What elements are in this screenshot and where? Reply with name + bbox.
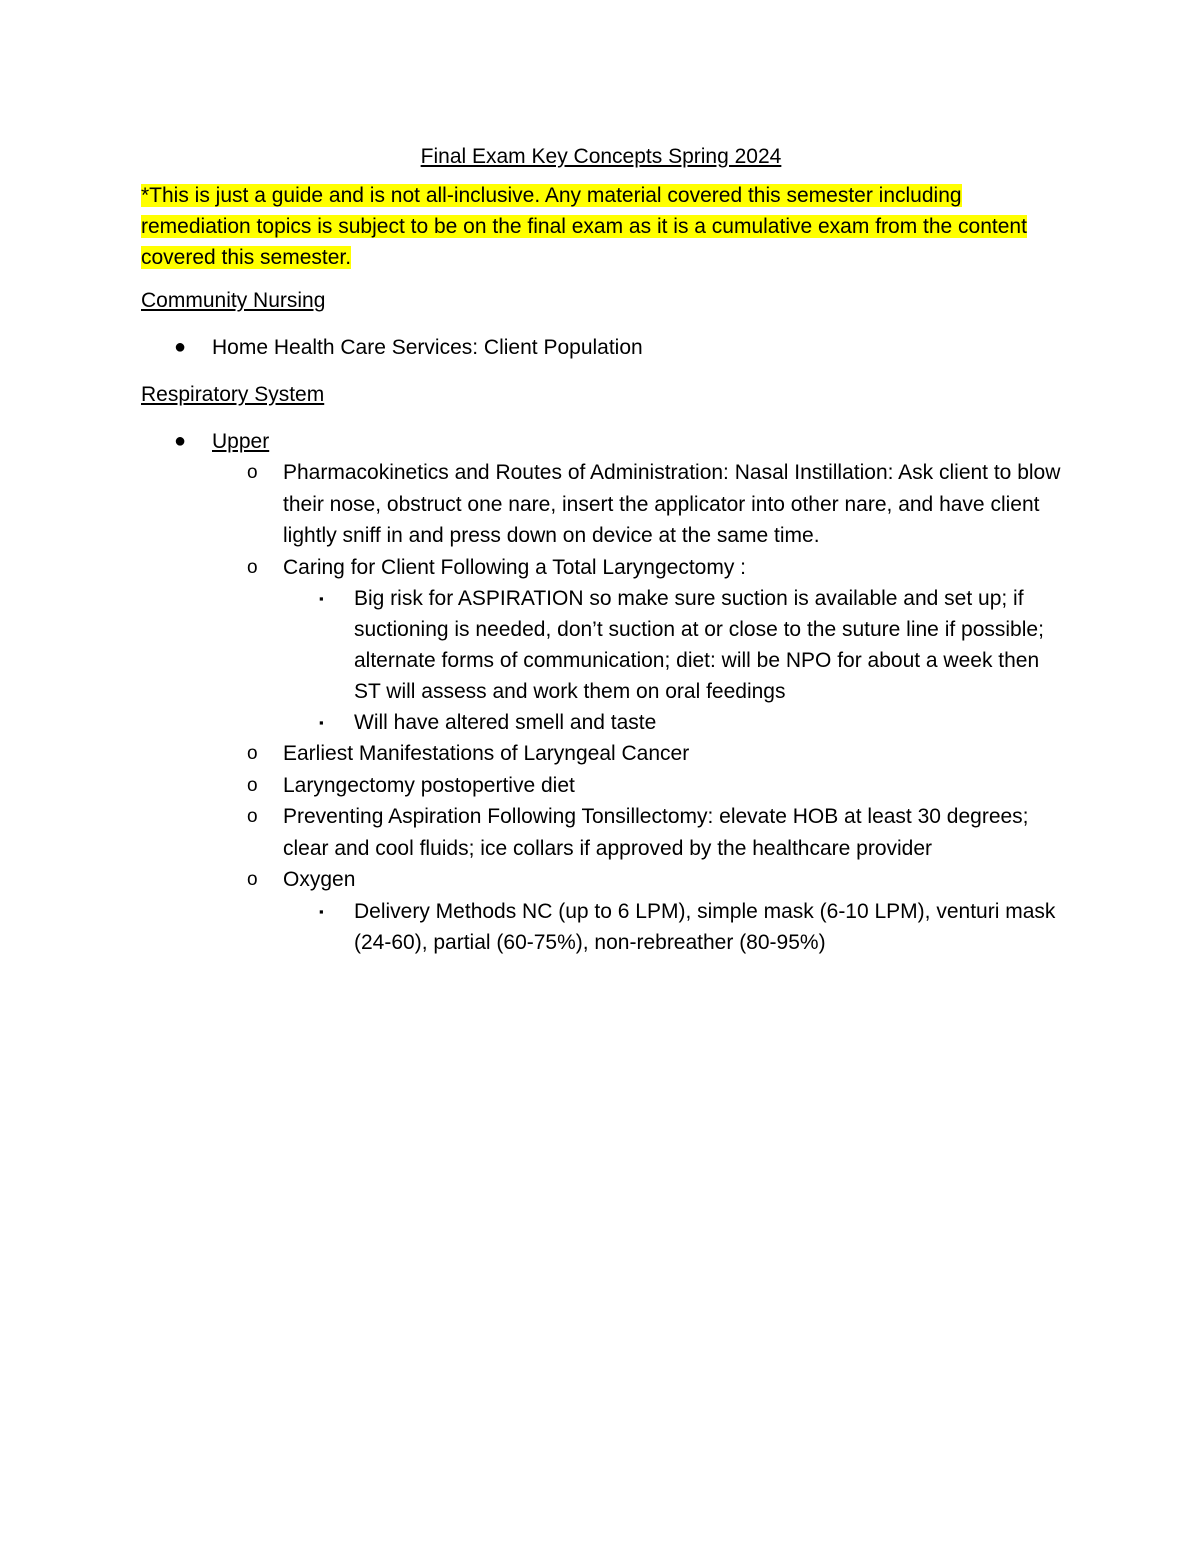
sub-sub-list [283, 896, 1061, 958]
document-title: Final Exam Key Concepts Spring 2024 [420, 145, 782, 168]
list-item [141, 332, 1061, 363]
document-page [141, 138, 1061, 974]
section-heading: Community Nursing [141, 289, 326, 312]
list-item [212, 770, 1061, 802]
circle-marker: o [247, 462, 258, 483]
list-item-text: Laryngectomy postopertive diet [283, 773, 575, 797]
list-item [212, 552, 1061, 739]
bullet-marker: ● [174, 430, 187, 452]
disclaimer-highlight: *This is just a guide and is not all-inclusive. Any material covered this semester including remediation topics is subject to be on the final exam as it is a cumulative exam from the content covered this semester. [141, 184, 1027, 269]
bullet-list [141, 332, 1061, 363]
section-respiratory-system [141, 379, 1061, 958]
circle-marker: o [247, 774, 258, 796]
list-item-text: Earliest Manifestations of Laryngeal Cancer [283, 742, 690, 765]
bullet-list [141, 426, 1061, 958]
list-item [283, 896, 1061, 958]
bullet-marker: ● [174, 336, 187, 358]
list-item-text: Big risk for ASPIRATION so make sure suction is available and set up; if suctioning is needed, don’t suction at or close to the suture line if possible; alternate forms of communication; diet: will be NPO for about a week then ST will assess and work them on oral feedings [354, 587, 1044, 703]
list-item-text: Delivery Methods NC (up to 6 LPM), simple mask (6-10 LPM), venturi mask (24-60), partial (60-75%), non-rebreather (80-95%) [354, 899, 1056, 954]
square-marker: ▪ [319, 903, 324, 919]
list-item [212, 801, 1061, 864]
list-item-text: Will have altered smell and taste [354, 711, 657, 734]
section-heading: Respiratory System [141, 383, 325, 406]
list-item [212, 738, 1061, 770]
list-item [212, 864, 1061, 958]
list-item-text: Upper [212, 430, 270, 453]
list-item-text: Oxygen [283, 868, 356, 891]
square-marker: ▪ [319, 591, 324, 606]
list-item [283, 583, 1061, 707]
list-item [141, 426, 1061, 958]
section-community-nursing [141, 285, 1061, 363]
circle-marker: o [247, 743, 258, 764]
disclaimer-note [141, 180, 1061, 273]
list-item [212, 457, 1061, 552]
sub-list [212, 457, 1061, 958]
list-item-text: Preventing Aspiration Following Tonsillectomy: elevate HOB at least 30 degrees; clear and cool fluids; ice collars if approved by the healthcare provider [283, 805, 1029, 860]
list-item-text: Caring for Client Following a Total Laryngectomy : [283, 555, 746, 579]
list-item [283, 707, 1061, 738]
circle-marker: o [247, 806, 258, 827]
sub-sub-list [283, 583, 1061, 738]
square-marker: ▪ [319, 715, 324, 730]
list-item-text: Pharmacokinetics and Routes of Administration: Nasal Instillation: Ask client to blow their nose, obstruct one nare, insert the applicator into other nare, and have client lightly sniff in and press down on device at the same time. [283, 461, 1061, 547]
circle-marker: o [247, 869, 258, 890]
circle-marker: o [247, 556, 258, 578]
list-item-text: Home Health Care Services: Client Population [212, 336, 643, 359]
